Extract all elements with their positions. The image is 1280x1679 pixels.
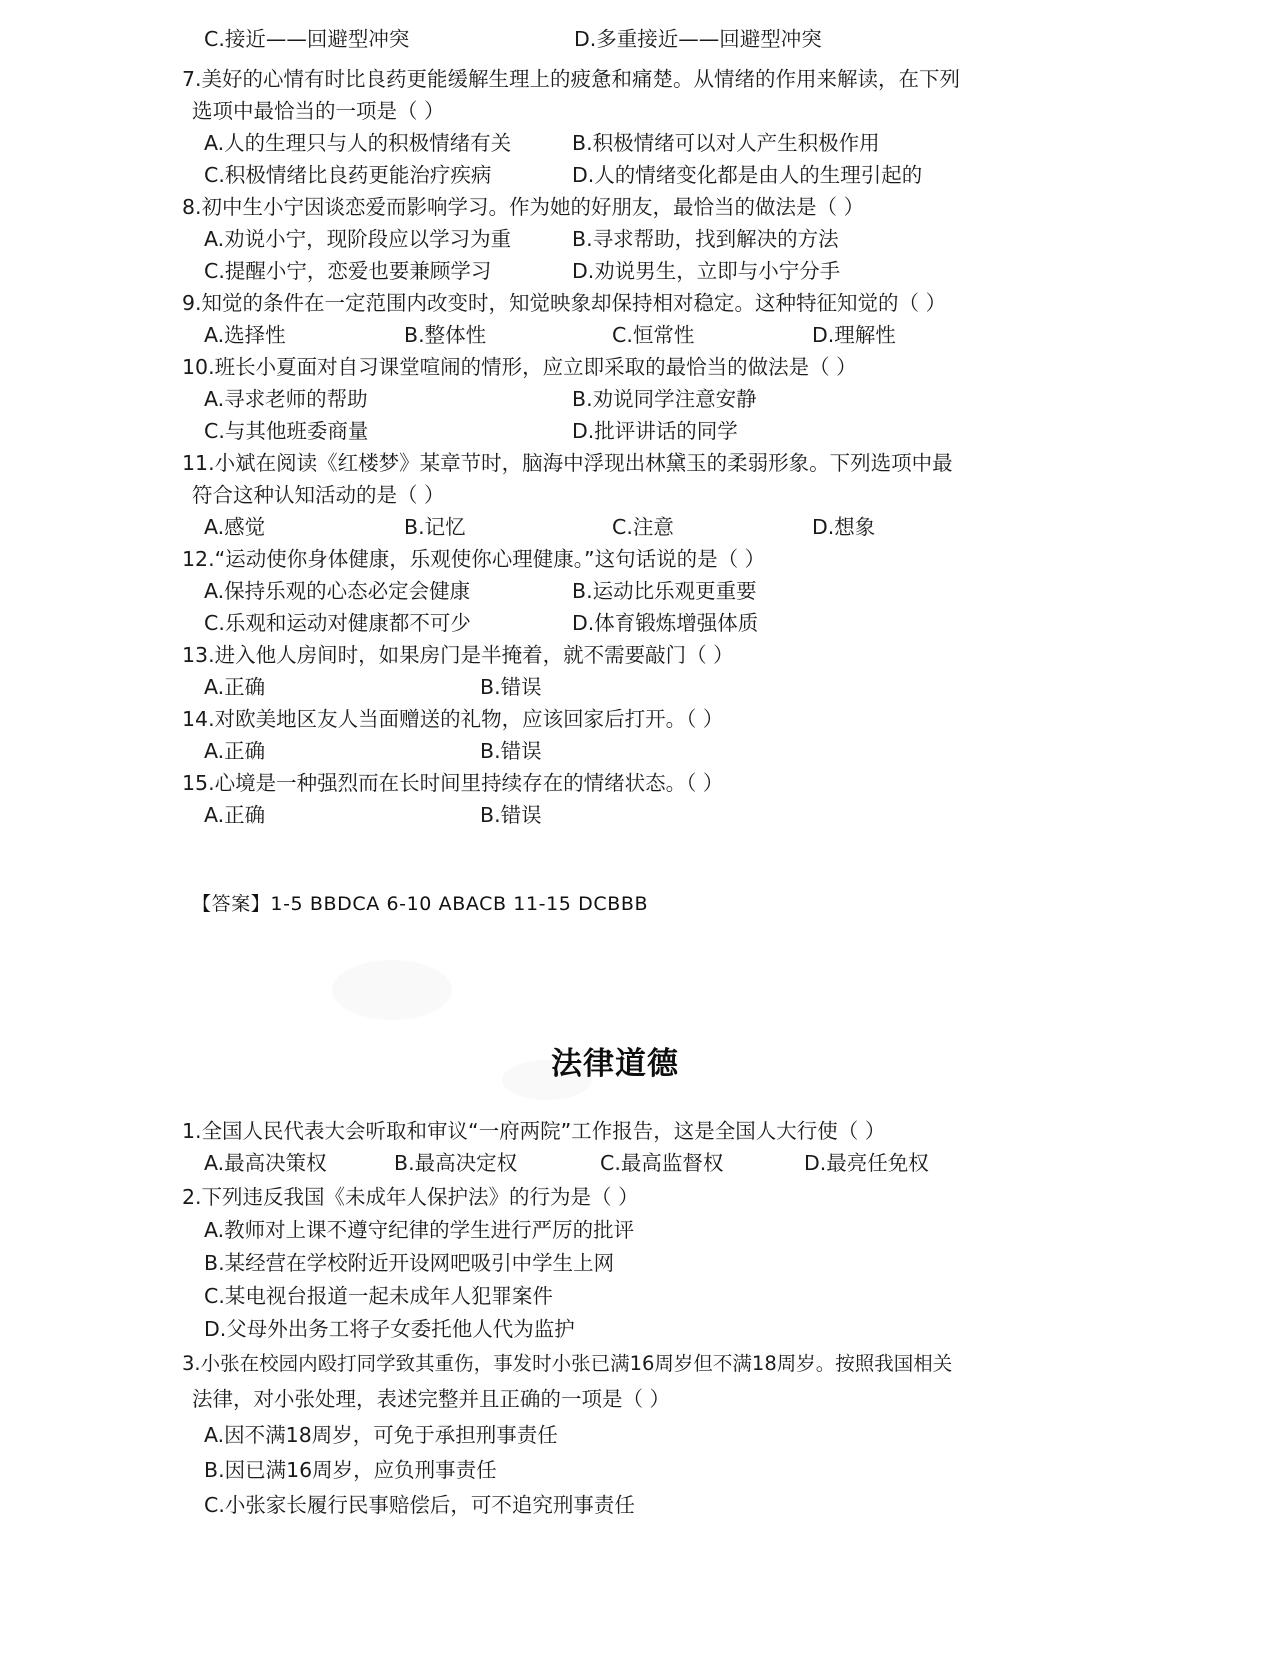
question-15-stem: 15.心境是一种强烈而在长时间里持续存在的情绪状态。（ ） [182,771,724,795]
question-13-option-a[interactable]: A.正确 [204,675,266,699]
question-9-option-b[interactable]: B.整体性 [404,323,487,347]
question-9-stem: 9.知觉的条件在一定范围内改变时，知觉映象却保持相对稳定。这种特征知觉的（ ） [182,291,947,315]
section-title-law-morality: 法律道德 [551,1046,679,1082]
question-13-stem: 13.进入他人房间时，如果房门是半掩着，就不需要敲门（ ） [182,643,734,667]
question-8-option-a[interactable]: A.劝说小宁，现阶段应以学习为重 [204,227,512,251]
question-13-option-b[interactable]: B.错误 [480,675,542,699]
question-8-option-d[interactable]: D.劝说男生，立即与小宁分手 [572,259,841,283]
question-7-option-d[interactable]: D.人的情绪变化都是由人的生理引起的 [572,163,923,187]
option-c-carryover[interactable]: C.接近——回避型冲突 [204,27,410,51]
law-question-3-option-a[interactable]: A.因不满18周岁，可免于承担刑事责任 [204,1423,558,1447]
question-12-stem: 12.“运动使你身体健康，乐观使你心理健康。”这句话说的是（ ） [182,547,766,571]
question-11-option-d[interactable]: D.想象 [812,515,876,539]
question-10-stem: 10.班长小夏面对自习课堂喧闹的情形，应立即采取的最恰当的做法是（ ） [182,355,857,379]
question-12-option-d[interactable]: D.体育锻炼增强体质 [572,611,759,635]
question-12-option-a[interactable]: A.保持乐观的心态必定会健康 [204,579,471,603]
question-15-option-b[interactable]: B.错误 [480,803,542,827]
law-question-2-option-c[interactable]: C.某电视台报道一起未成年人犯罪案件 [204,1284,553,1308]
question-14-stem: 14.对欧美地区友人当面赠送的礼物，应该回家后打开。（ ） [182,707,724,731]
question-14-option-b[interactable]: B.错误 [480,739,542,763]
paper-sheet [182,0,1048,1679]
question-11-option-b[interactable]: B.记忆 [404,515,466,539]
question-10-option-c[interactable]: C.与其他班委商量 [204,419,369,443]
scan-smudge [332,960,452,1020]
question-11-option-c[interactable]: C.注意 [612,515,674,539]
question-12-option-b[interactable]: B.运动比乐观更重要 [572,579,757,603]
law-question-3-option-c[interactable]: C.小张家长履行民事赔偿后，可不追究刑事责任 [204,1493,635,1517]
question-7-option-a[interactable]: A.人的生理只与人的积极情绪有关 [204,131,512,155]
question-7-stem-line1: 7.美好的心情有时比良药更能缓解生理上的疲惫和痛楚。从情绪的作用来解读，在下列 [182,67,961,91]
question-8-stem: 8.初中生小宁因谈恋爱而影响学习。作为她的好朋友，最恰当的做法是（ ） [182,195,865,219]
question-15-option-a[interactable]: A.正确 [204,803,266,827]
question-7-option-b[interactable]: B.积极情绪可以对人产生积极作用 [572,131,880,155]
law-question-1-option-a[interactable]: A.最高决策权 [204,1151,327,1175]
question-9-option-d[interactable]: D.理解性 [812,323,896,347]
question-10-option-b[interactable]: B.劝说同学注意安静 [572,387,757,411]
question-8-option-c[interactable]: C.提醒小宁，恋爱也要兼顾学习 [204,259,492,283]
law-question-2-option-a[interactable]: A.教师对上课不遵守纪律的学生进行严厉的批评 [204,1218,635,1242]
question-11-stem-line2: 符合这种认知活动的是（ ） [192,483,445,507]
question-10-option-d[interactable]: D.批评讲话的同学 [572,419,738,443]
question-7-stem-line2: 选项中最恰当的一项是（ ） [192,99,445,123]
law-question-1-option-b[interactable]: B.最高决定权 [394,1151,518,1175]
question-9-option-c[interactable]: C.恒常性 [612,323,695,347]
law-question-1-stem: 1.全国人民代表大会听取和审议“一府两院”工作报告，这是全国人大行使（ ） [182,1119,886,1143]
law-question-1-option-c[interactable]: C.最高监督权 [600,1151,724,1175]
law-question-2-option-b[interactable]: B.某经营在学校附近开设网吧吸引中学生上网 [204,1251,615,1275]
question-11-stem-line1: 11.小斌在阅读《红楼梦》某章节时，脑海中浮现出林黛玉的柔弱形象。下列选项中最 [182,451,953,475]
question-10-option-a[interactable]: A.寻求老师的帮助 [204,387,368,411]
answer-key: 【答案】1-5 BBDCA 6-10 ABACB 11-15 DCBBB [192,893,649,915]
question-12-option-c[interactable]: C.乐观和运动对健康都不可少 [204,611,471,635]
law-question-3-stem-line2: 法律，对小张处理，表述完整并且正确的一项是（ ） [192,1387,671,1411]
law-question-2-option-d[interactable]: D.父母外出务工将子女委托他人代为监护 [204,1317,575,1341]
law-question-1-option-d[interactable]: D.最亮任免权 [804,1151,929,1175]
question-14-option-a[interactable]: A.正确 [204,739,266,763]
question-7-option-c[interactable]: C.积极情绪比良药更能治疗疾病 [204,163,492,187]
law-question-2-stem: 2.下列违反我国《未成年人保护法》的行为是（ ） [182,1185,639,1209]
question-8-option-b[interactable]: B.寻求帮助，找到解决的方法 [572,227,839,251]
law-question-3-stem-line1: 3.小张在校园内殴打同学致其重伤，事发时小张已满16周岁但不满18周岁。按照我国相关 [182,1352,953,1375]
law-question-3-option-b[interactable]: B.因已满16周岁，应负刑事责任 [204,1458,497,1482]
question-9-option-a[interactable]: A.选择性 [204,323,286,347]
option-d-carryover[interactable]: D.多重接近——回避型冲突 [574,27,822,51]
question-11-option-a[interactable]: A.感觉 [204,515,266,539]
